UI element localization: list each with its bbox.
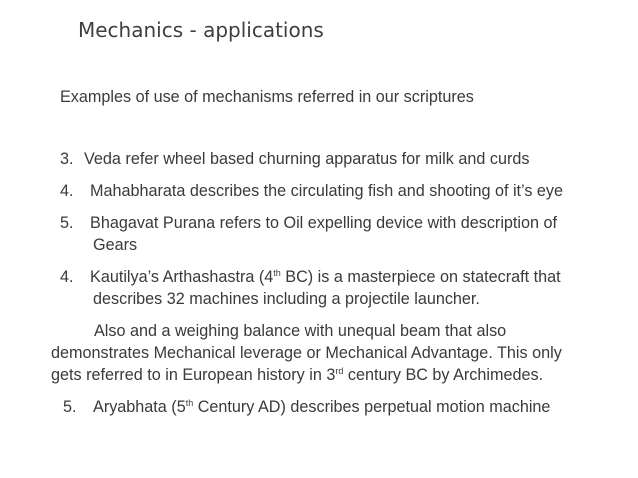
list-item-number: 3. xyxy=(60,150,74,168)
paragraph-line xyxy=(51,364,543,386)
list-item-text-part: BC) is a masterpiece on statecraft that xyxy=(280,268,561,286)
list-item xyxy=(60,180,563,202)
superscript: rd xyxy=(335,366,344,376)
list-item-text xyxy=(93,398,550,416)
list-item-text-part: Aryabhata (5 xyxy=(93,398,186,416)
list-item-continuation: describes 32 machines including a projectile launcher. xyxy=(93,290,480,308)
list-item-number: 4. xyxy=(60,182,74,200)
list-item-number: 5. xyxy=(60,214,74,232)
list-item-text: Veda refer wheel based churning apparatus for milk and curds xyxy=(84,150,530,168)
intro-text: Examples of use of mechanisms referred in our scriptures xyxy=(60,88,474,106)
list-item xyxy=(60,212,557,234)
superscript: th xyxy=(185,398,194,408)
superscript: th xyxy=(273,268,281,278)
list-item-text: Bhagavat Purana refers to Oil expelling device with description of xyxy=(90,214,558,232)
slide-title: Mechanics - applications xyxy=(78,18,324,42)
list-item-text-part: Century AD) describes perpetual motion machine xyxy=(193,398,551,416)
paragraph-line: demonstrates Mechanical leverage or Mechanical Advantage. This only xyxy=(51,344,562,362)
paragraph-line: Also and a weighing balance with unequal beam that also xyxy=(94,322,507,340)
list-item-number: 5. xyxy=(63,398,77,416)
list-item xyxy=(60,148,529,170)
list-item-continuation: Gears xyxy=(93,236,138,254)
list-item-text xyxy=(90,268,561,286)
list-item xyxy=(63,396,550,418)
paragraph-text-part: gets referred to in European history in 3 xyxy=(51,366,336,384)
paragraph-text-part: century BC by Archimedes. xyxy=(343,366,544,384)
list-item-text-part: Kautilya’s Arthashastra (4 xyxy=(90,268,274,286)
list-item-text: Mahabharata describes the circulating fish and shooting of it’s eye xyxy=(90,182,564,200)
list-item xyxy=(60,266,561,288)
list-item-number: 4. xyxy=(60,268,74,286)
